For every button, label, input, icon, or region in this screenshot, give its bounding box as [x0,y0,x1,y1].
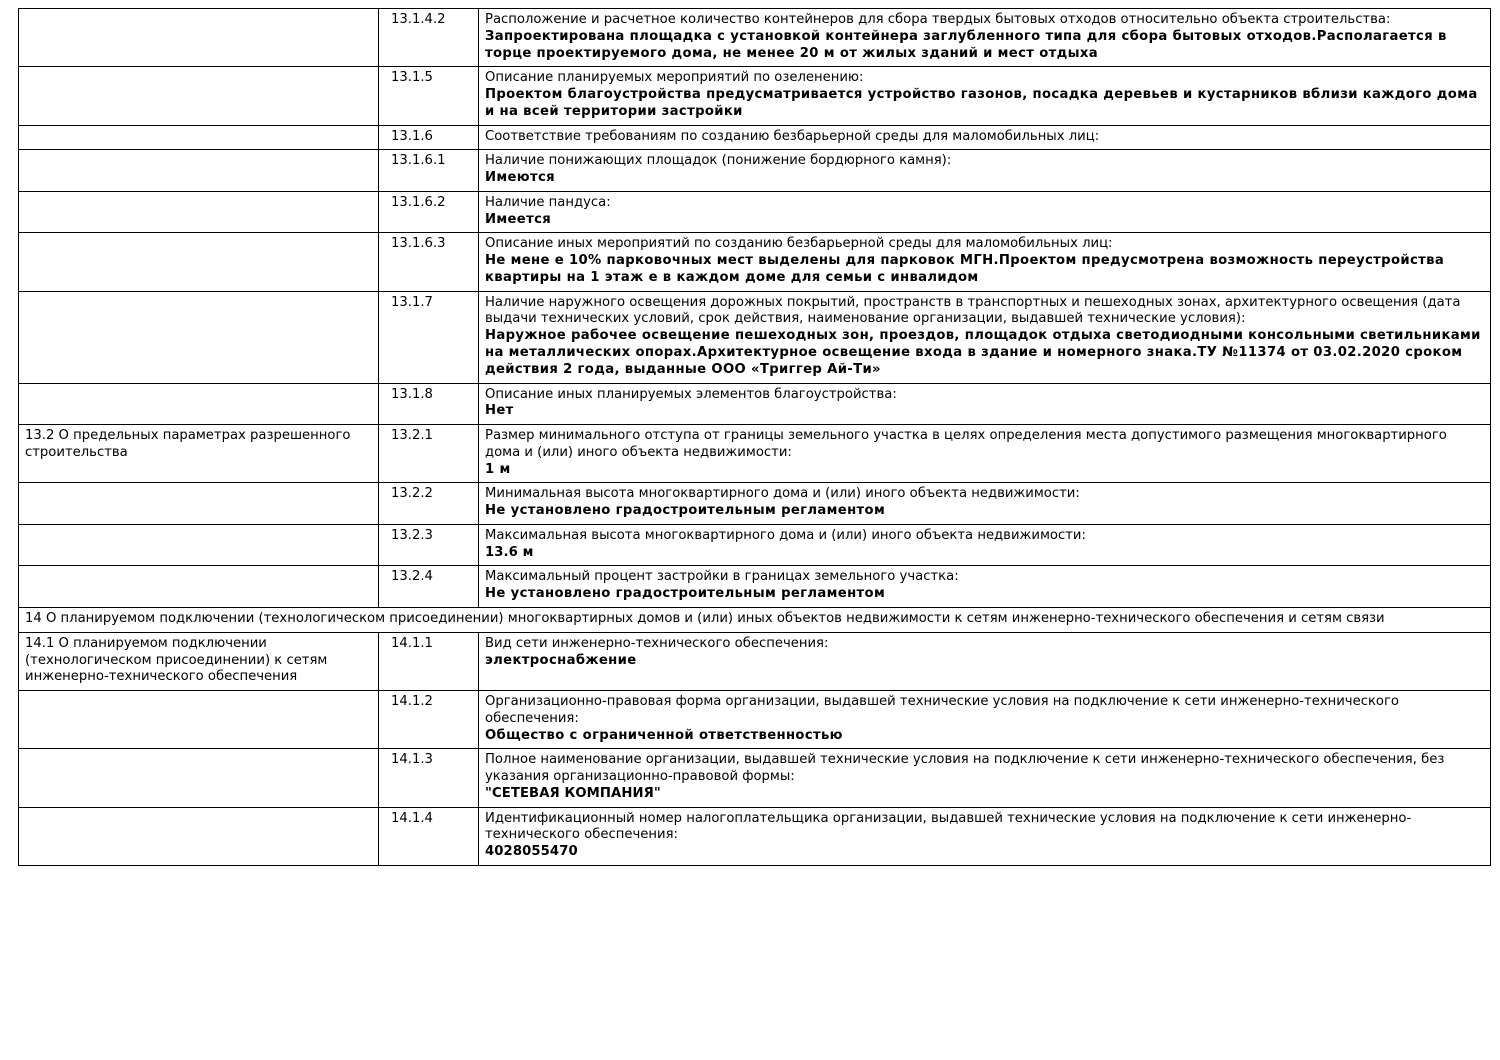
row-number-text: 14.1.2 [391,694,433,710]
row-number-text: 13.2.1 [391,428,433,444]
row-number-text: 13.1.7 [391,294,433,310]
row-body [479,524,1491,566]
row-body [479,9,1491,67]
row-label [19,191,379,233]
section-header: 14 О планируемом подключении (технологическом присоединении) многоквартирных домов и (или) иных объектов недвижимости к сетям инженерно-технического обеспечения и сетям связи [19,607,1491,632]
row-body [479,383,1491,425]
table-row [19,425,1491,483]
row-body [479,125,1491,150]
row-question: Полное наименование организации, выдавшей технические условия на подключение к сети инженерно-технического обеспечения, без указания организационно-правовой формы: [485,752,1445,785]
row-answer: электроснабжение [485,652,637,668]
row-answer: Запроектирована площадка с установкой контейнера заглубленного типа для сбора бытовых отходов.Располагается в торце проектируемого дома, не менее 20 м от жилых зданий и мест отдыха [485,28,1447,61]
row-label [19,383,379,425]
table-row [19,67,1491,125]
row-number [379,233,479,291]
row-number-text: 13.1.5 [391,70,433,86]
row-question: Наличие пандуса: [485,194,611,210]
row-number [379,524,479,566]
table-row [19,9,1491,67]
row-number [379,807,479,865]
row-number-text: 14.1.3 [391,752,433,768]
row-answer: Имеется [485,211,552,227]
table-row [19,233,1491,291]
row-answer: Не мене е 10% парковочных мест выделены для парковок МГН.Проектом предусмотрена возможность переустройства квартиры на 1 этаж е в каждом доме для семьи с инвалидом [485,253,1445,285]
row-number-text: 13.2.2 [391,486,433,502]
row-answer: Общество с ограниченной ответственностью [485,727,843,743]
row-label [19,233,379,291]
row-question: Размер минимального отступа от границы земельного участка в целях определения места допустимого размещения многоквартирного дома и (или) иного объекта недвижимости: [485,428,1447,460]
table-row [19,150,1491,192]
row-label: 13.2 О предельных параметрах разрешенного строительства [19,425,379,483]
row-answer: Не установлено градостроительным регламентом [485,503,886,519]
row-number-text: 14.1.4 [391,810,433,826]
row-number-text: 13.2.3 [391,527,433,543]
table-row [19,483,1491,525]
row-number-text: 13.1.6 [391,128,433,144]
row-question: Описание планируемых мероприятий по озеленению: [485,70,864,86]
table-row [19,691,1491,749]
row-question: Максимальная высота многоквартирного дома и (или) иного объекта недвижимости: [485,527,1086,543]
row-number [379,67,479,125]
row-question: Организационно-правовая форма организации, выдавшей технические условия на подключение к сети инженерно-технического обеспечения: [485,694,1399,726]
row-number-text: 13.1.6.2 [391,194,446,210]
row-label [19,483,379,525]
declaration-table [18,8,1491,866]
row-question: Максимальный процент застройки в границах земельного участка: [485,569,959,585]
row-answer: Проектом благоустройства предусматривается устройство газонов, посадка деревьев и кустарников вблизи каждого дома и на всей территории застройки [485,87,1478,119]
table-row [19,383,1491,425]
row-number [379,383,479,425]
row-number [379,125,479,150]
row-label [19,749,379,807]
row-number [379,291,479,383]
row-number-text: 13.1.8 [391,386,433,402]
row-number [379,691,479,749]
row-number-text: 13.1.6.1 [391,153,446,169]
row-body [479,425,1491,483]
row-question: Наличие понижающих площадок (понижение бордюрного камня): [485,153,952,169]
row-body [479,749,1491,807]
row-label [19,566,379,608]
row-label [19,291,379,383]
row-number [379,9,479,67]
row-body [479,233,1491,291]
row-label [19,9,379,67]
row-answer: 1 м [485,461,511,477]
row-number [379,632,479,690]
row-body [479,632,1491,690]
row-answer: 4028055470 [485,844,578,860]
row-body [479,67,1491,125]
row-number-text: 13.2.4 [391,569,433,585]
table-row [19,125,1491,150]
row-body [479,807,1491,865]
row-number-text: 13.1.4.2 [391,12,446,27]
table-row [19,524,1491,566]
row-label [19,691,379,749]
table-row [19,749,1491,807]
row-body [479,691,1491,749]
row-answer: 13.6 м [485,544,534,560]
row-question: Минимальная высота многоквартирного дома и (или) иного объекта недвижимости: [485,486,1080,502]
row-body [479,291,1491,383]
row-label [19,807,379,865]
row-question: Вид сети инженерно-технического обеспечения: [485,635,829,651]
row-question: Соответствие требованиям по созданию безбарьерной среды для маломобильных лиц: [485,128,1100,144]
row-body [479,191,1491,233]
row-body [479,566,1491,608]
row-label: 14.1 О планируемом подключении (технологическом присоединении) к сетям инженерно-технического обеспечения [19,632,379,690]
row-label [19,125,379,150]
row-body [479,150,1491,192]
row-label [19,150,379,192]
row-number [379,566,479,608]
table-row [19,632,1491,690]
table-row [19,291,1491,383]
row-number [379,150,479,192]
row-number [379,425,479,483]
row-question: Описание иных мероприятий по созданию безбарьерной среды для маломобильных лиц: [485,236,1113,252]
row-number [379,191,479,233]
row-body [479,483,1491,525]
table-row [19,566,1491,608]
section-header-row [19,607,1491,632]
row-number [379,749,479,807]
row-answer: Нет [485,403,514,419]
row-number-text: 13.1.6.3 [391,236,446,252]
row-answer: Не установлено градостроительным регламентом [485,586,886,602]
table-row [19,807,1491,865]
row-number-text: 14.1.1 [391,635,433,651]
row-answer: Наружное рабочее освещение пешеходных зон, проездов, площадок отдыха светодиодными консольными светильниками на металлических опорах.Архитектурное освещение входа в здание и номерного знака.ТУ №11374 от 03.02.2020 сроком действия 2 года, выданные ООО «Триггер Ай-Ти» [485,328,1481,377]
row-number [379,483,479,525]
row-label [19,524,379,566]
row-question: Описание иных планируемых элементов благоустройства: [485,386,897,402]
row-question: Идентификационный номер налогоплательщика организации, выдавшей технические условия на подключение к сети инженерно-технического обеспечения: [485,810,1412,843]
table-row [19,191,1491,233]
row-label [19,67,379,125]
row-question: Наличие наружного освещения дорожных покрытий, пространств в транспортных и пешеходных зонах, архитектурного освещения (дата выдачи технических условий, срок действия, наименование организации, выдавшей технические условия): [485,294,1461,327]
row-answer: "СЕТЕВАЯ КОМПАНИЯ" [485,785,661,801]
row-question: Расположение и расчетное количество контейнеров для сбора твердых бытовых отходов относительно объекта строительства: [485,12,1391,27]
row-answer: Имеются [485,170,555,186]
